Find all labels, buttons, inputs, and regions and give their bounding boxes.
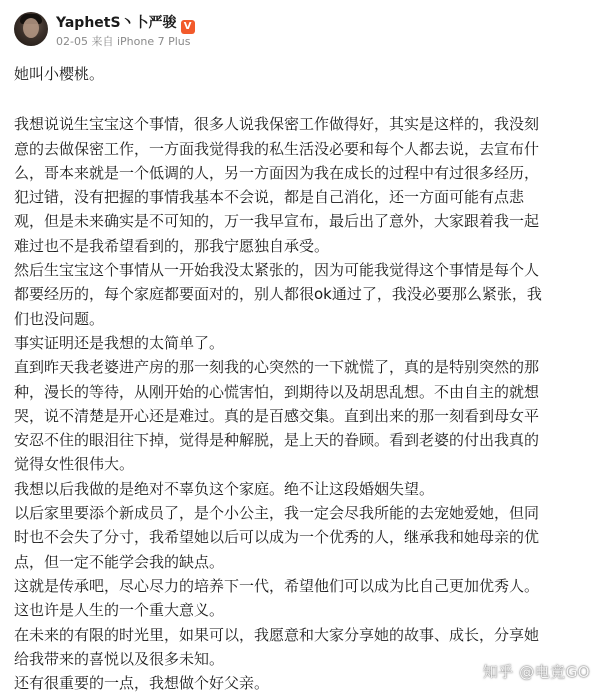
body-line: 在未来的有限的时光里，如果可以，我愿意和大家分享她的故事、成长，分享她 bbox=[14, 625, 540, 644]
watermark: 知乎 @电竞GO bbox=[482, 663, 590, 681]
body-line: 种，漫长的等待，从刚开始的心慌害怕，到期待以及胡思乱想。不由自主的就想 bbox=[14, 382, 540, 401]
body-line: 难过也不是我希望看到的，那我宁愿独自承受。 bbox=[14, 236, 330, 255]
body-line: 还有很重要的一点，我想做个好父亲。 bbox=[14, 674, 270, 693]
post-header bbox=[14, 10, 586, 50]
body-line: 我想说说生宝宝这个事情，很多人说我保密工作做得好，其实是这样的，我没刻 bbox=[14, 115, 540, 134]
body-line: 这就是传承吧，尽心尽力的培养下一代，希望他们可以成为比自己更加优秀人。 bbox=[14, 576, 540, 595]
body-line: 安忍不住的眼泪往下掉，觉得是种解脱，是上天的眷顾。看到老婆的付出我真的 bbox=[14, 431, 540, 450]
body-lines bbox=[14, 112, 588, 695]
body-line: 犯过错，没有把握的事情我基本不会说，都是自己消化，还一方面可能有点悲 bbox=[14, 188, 525, 207]
body-line: 给我带来的喜悦以及很多未知。 bbox=[14, 649, 225, 668]
body-line: 意的去做保密工作，一方面我觉得我的私生活没必要和每个人都去说，去宣布什 bbox=[14, 139, 540, 158]
vip-badge-icon: V bbox=[181, 20, 195, 34]
author-name-row bbox=[56, 12, 195, 34]
paragraph-gap bbox=[14, 86, 588, 112]
author-name[interactable]: YaphetS丶卜严骏 bbox=[56, 15, 177, 31]
avatar[interactable] bbox=[14, 12, 48, 46]
post-device: iPhone 7 Plus bbox=[116, 35, 191, 48]
post-source-prefix: 来自 bbox=[91, 35, 114, 48]
body-line: 以后家里要添个新成员了，是个小公主，我一定会尽我所能的去宠她爱她，但同 bbox=[14, 504, 540, 523]
body-line: 这也许是人生的一个重大意义。 bbox=[14, 601, 225, 620]
post-meta bbox=[56, 33, 190, 49]
body-line: 事实证明还是我想的太简单了。 bbox=[14, 333, 225, 352]
intro-line: 她叫小樱桃。 bbox=[14, 65, 105, 83]
body-line: 点，但一定不能学会我的缺点。 bbox=[14, 552, 225, 571]
body-line: 么，哥本来就是一个低调的人，另一方面因为我在成长的过程中有过很多经历， bbox=[14, 163, 540, 182]
post-body bbox=[14, 62, 588, 695]
avatar-face bbox=[23, 18, 39, 38]
body-line: 们也没问题。 bbox=[14, 309, 105, 328]
post-date: 02-05 bbox=[56, 35, 88, 48]
body-line: 觉得女性很伟大。 bbox=[14, 455, 135, 474]
body-line: 时也不会失了分寸，我希望她以后可以成为一个优秀的人，继承我和她母亲的优 bbox=[14, 528, 540, 547]
body-line: 然后生宝宝这个事情从一开始我没太紧张的，因为可能我觉得这个事情是每个人 bbox=[14, 261, 540, 280]
body-line: 哭，说不清楚是开心还是难过。真的是百感交集。直到出来的那一刻看到母女平 bbox=[14, 406, 540, 425]
body-line: 观，但是未来确实是不可知的，万一我早宣布，最后出了意外，大家跟着我一起 bbox=[14, 212, 540, 231]
body-line: 直到昨天我老婆进产房的那一刻我的心突然的一下就慌了，真的是特别突然的那 bbox=[14, 358, 540, 377]
body-line: 我想以后我做的是绝对不辜负这个家庭。绝不让这段婚姻失望。 bbox=[14, 479, 435, 498]
body-line: 都要经历的，每个家庭都要面对的，别人都很ok通过了，我没必要那么紧张，我 bbox=[14, 285, 542, 304]
